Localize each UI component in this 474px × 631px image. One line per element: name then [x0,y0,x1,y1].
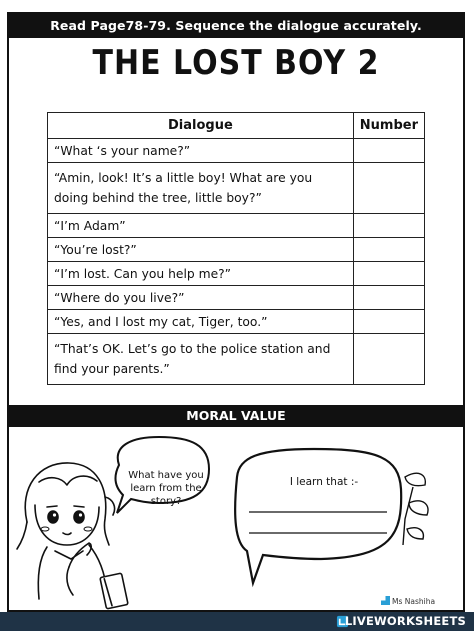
footer-bar [0,612,474,631]
table-row [48,139,425,163]
table-header-row [48,113,425,139]
table-row [48,238,425,262]
thinking-girl-icon [17,463,128,609]
footer-brand[interactable]: LIVEWORKSHEETS [344,614,466,628]
dialogue-table [47,112,425,385]
number-input-cell[interactable] [353,262,424,286]
dialogue-cell: “Where do you live?” [48,286,354,310]
dialogue-cell: “I’m Adam” [48,214,354,238]
table-row [48,310,425,334]
worksheet-frame [7,12,465,612]
moral-value-heading: MORAL VALUE [9,405,463,427]
dialogue-cell: “Amin, look! It’s a little boy! What are you doing behind the tree, little boy?” [48,163,354,214]
dialogue-cell: “I’m lost. Can you help me?” [48,262,354,286]
moral-question: What have you learn from the story? [128,470,204,507]
number-input-cell[interactable] [353,214,424,238]
table-row [48,163,425,214]
answer-speech-bubble-icon [235,449,401,583]
number-input-cell[interactable] [353,163,424,214]
number-input-cell[interactable] [353,238,424,262]
author-name: Ms Nashiha [392,597,436,606]
number-input-cell[interactable] [353,334,424,385]
dialogue-cell: “That’s OK. Let’s go to the police station and find your parents.” [48,334,354,385]
header-number: Number [353,113,424,139]
number-input-cell[interactable] [353,139,424,163]
number-input-cell[interactable] [353,286,424,310]
leaf-decoration-icon [403,473,428,545]
moral-illustration [9,427,462,612]
number-input-cell[interactable] [353,310,424,334]
dialogue-cell: “What ‘s your name?” [48,139,354,163]
table-row [48,334,425,385]
dialogue-cell: “You’re lost?” [48,238,354,262]
worksheet-title: THE LOST BOY 2 [92,43,380,84]
header-dialogue: Dialogue [48,113,354,139]
table-row [48,262,425,286]
instruction-bar: Read Page78-79. Sequence the dialogue accurately. [9,14,463,38]
answer-prompt: I learn that :- [289,476,359,488]
table-row [48,286,425,310]
dialogue-cell: “Yes, and I lost my cat, Tiger, too.” [48,310,354,334]
table-row [48,214,425,238]
author-flag-icon [381,596,390,605]
